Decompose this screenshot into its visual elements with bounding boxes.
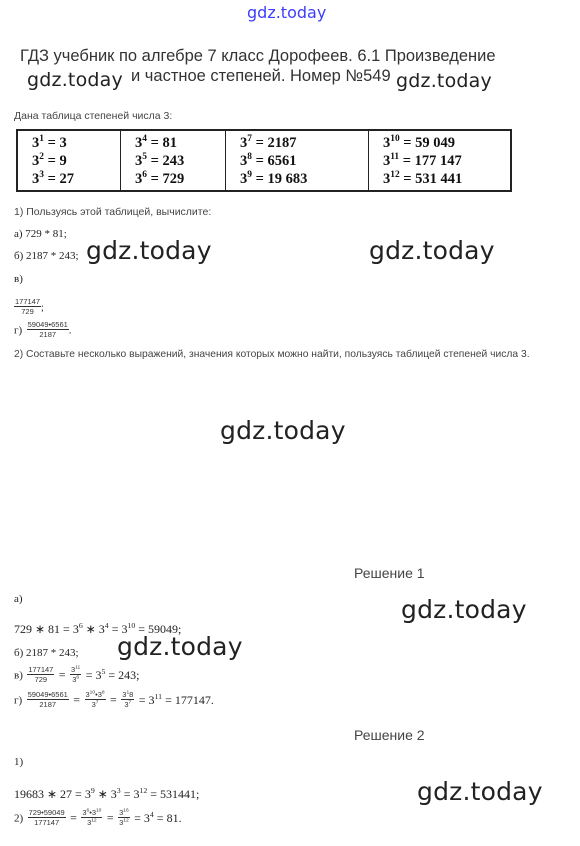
page-title-line1: ГДЗ учебник по алгебре 7 класс Дорофеев. 6.1 Произведение [20,47,496,65]
task1-item-v-label: в) [14,273,23,285]
task1-item-a: а) 729 * 81; [14,228,67,240]
page-title-line2: и частное степеней. Номер №549 [131,67,391,85]
solution1-v-line: в) $\frac{177147}{729}$ = $\frac{3^{11}}{3^6}$ = $3^5 = 243$; [14,665,140,684]
powers-column-2 [121,130,226,191]
solution2-item1-line: 19683 ∗ $27 = 3^9$ ∗ $3^3 = 3^{12} = 531441$; [14,786,200,801]
watermark-task1-right: gdz.today [369,236,495,265]
solution2-item1-label: 1) [14,756,24,768]
power-3-9: $3^9 = 19$ 683 [240,170,308,187]
watermark-title-right: gdz.today [396,70,492,92]
solution1-g-line: г) $\frac{59049•6561}{2187}$ = $\frac{3^{10}•3^8}{3^7}$ = $\frac{3^18}{3^7}$ = $3^{11} = 177147$. [14,690,214,709]
powers-column-4 [369,130,512,191]
powers-column-1 [17,130,121,191]
power-3-12: $3^{12} = 531$ 441 [383,170,463,187]
power-3-11: $3^{11} = 177$ 147 [383,152,462,169]
solution1-a-label: а) [14,593,23,605]
solution1-a-line: 729 ∗ $81 = 3^6$ ∗ $3^4 = 3^{10} = 59049$; [14,621,182,636]
powers-table [16,129,512,192]
task1-heading: 1) Пользуясь этой таблицей, вычислите: [14,206,212,218]
power-3-10: $3^{10} = 59$ 049 [383,134,456,151]
watermark-solution1: gdz.today [401,595,527,624]
powers-column-3 [226,130,369,191]
task1-item-v-fraction: $\frac{177147}{729}$ ; [15,297,44,316]
solution2-heading: Решение 2 [354,727,425,743]
solution2-item2-line: 2) $\frac{729•59049}{177147}$ = $\frac{3^6•3^{10}}{3^{12}}$ = $\frac{3^{16}}{3^{12}}$ = $3^4 = 81$. [14,808,182,827]
watermark-title-left: gdz.today [27,69,123,91]
power-3-2: $3^2 = 9$ [32,152,67,169]
watermark-middle: gdz.today [220,416,346,445]
watermark-solution2: gdz.today [417,777,543,806]
solution1-b-line: б) 2187 * 243; [14,647,79,659]
power-3-1: $3^1 = 3$ [32,134,67,151]
power-3-8: $3^8 = 6561$ [240,152,297,169]
watermark-task1-left: gdz.today [86,236,212,265]
task1-item-g: г) $\frac{59049•6561}{2187}$ . [14,320,72,339]
watermark-top: gdz.today [247,3,327,22]
power-3-5: $3^5 = 243$ [135,152,185,169]
solution1-heading: Решение 1 [354,565,425,581]
power-3-6: $3^6 = 729$ [135,170,185,187]
watermark-solution1-b: gdz.today [117,632,243,661]
task2-text: 2) Составьте несколько выражений, значения которых можно найти, пользуясь таблицей степеней числа 3. [14,349,530,360]
task1-item-b: б) 2187 * 243; [14,250,79,262]
power-3-7: $3^7 = 2187$ [240,134,297,151]
power-3-3: $3^3 = 27$ [32,170,74,187]
power-3-4: $3^4 = 81$ [135,134,177,151]
table-caption: Дана таблица степеней числа 3: [14,110,173,122]
